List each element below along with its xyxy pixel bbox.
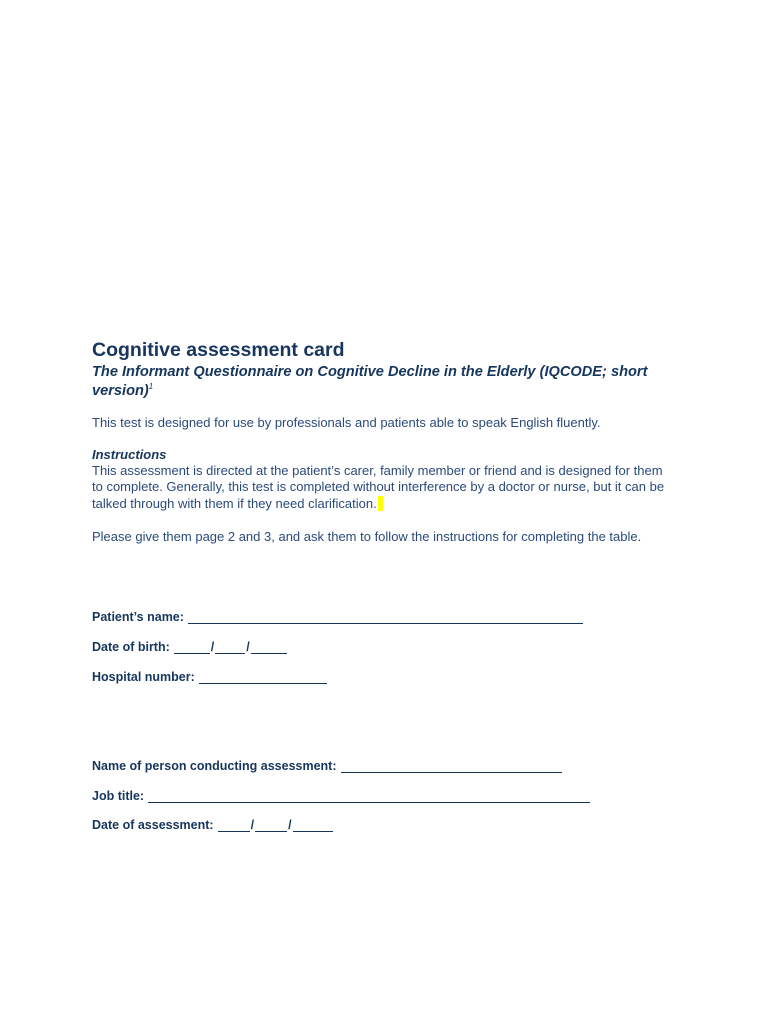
hospital-number-label: Hospital number: [92,670,195,684]
dob-month-input-line[interactable] [215,641,245,654]
job-title-label: Job title: [92,789,145,803]
job-title-input-line[interactable] [148,790,590,803]
intro-paragraph: This test is designed for use by professionals and patients able to speak English fluently. [92,415,601,430]
date-separator: / [246,640,250,654]
instructions-text: This assessment is directed at the patient’s carer, family member or friend and is designed for them to complete. Generally, this test is completed without interference by a doctor or nurse, but it can be talked through with them if they need clarification. [92,463,665,511]
date-of-birth-field [92,640,287,654]
patient-name-label: Patient’s name: [92,610,184,624]
subtitle-footnote-marker: 1 [148,382,154,392]
document-title: Cognitive assessment card [92,339,345,361]
give-pages-paragraph: Please give them page 2 and 3, and ask them to follow the instructions for completing the table. [92,529,642,544]
assessment-month-input-line[interactable] [255,819,287,832]
dob-year-input-line[interactable] [251,641,287,654]
instructions-heading: Instructions [92,447,167,462]
date-separator: / [250,818,255,832]
instructions-paragraph [92,463,672,512]
document-subtitle [92,363,672,401]
dob-day-input-line[interactable] [174,641,210,654]
text-highlight-mark [378,496,383,511]
date-separator: / [210,640,215,654]
date-of-birth-label: Date of birth: [92,640,170,654]
date-of-assessment-field [92,818,333,832]
subtitle-text: The Informant Questionnaire on Cognitive Decline in the Elderly (IQCODE; short version) [92,364,648,399]
patient-name-field [92,610,583,624]
assessor-name-label: Name of person conducting assessment: [92,759,337,773]
hospital-number-field [92,670,327,684]
date-of-assessment-label: Date of assessment: [92,818,214,832]
date-separator: / [288,818,292,832]
assessment-day-input-line[interactable] [218,819,250,832]
assessment-year-input-line[interactable] [293,819,333,832]
assessor-name-field [92,759,562,773]
hospital-number-input-line[interactable] [199,671,327,684]
job-title-field [92,789,590,803]
patient-name-input-line[interactable] [188,611,583,624]
assessor-name-input-line[interactable] [341,760,562,773]
